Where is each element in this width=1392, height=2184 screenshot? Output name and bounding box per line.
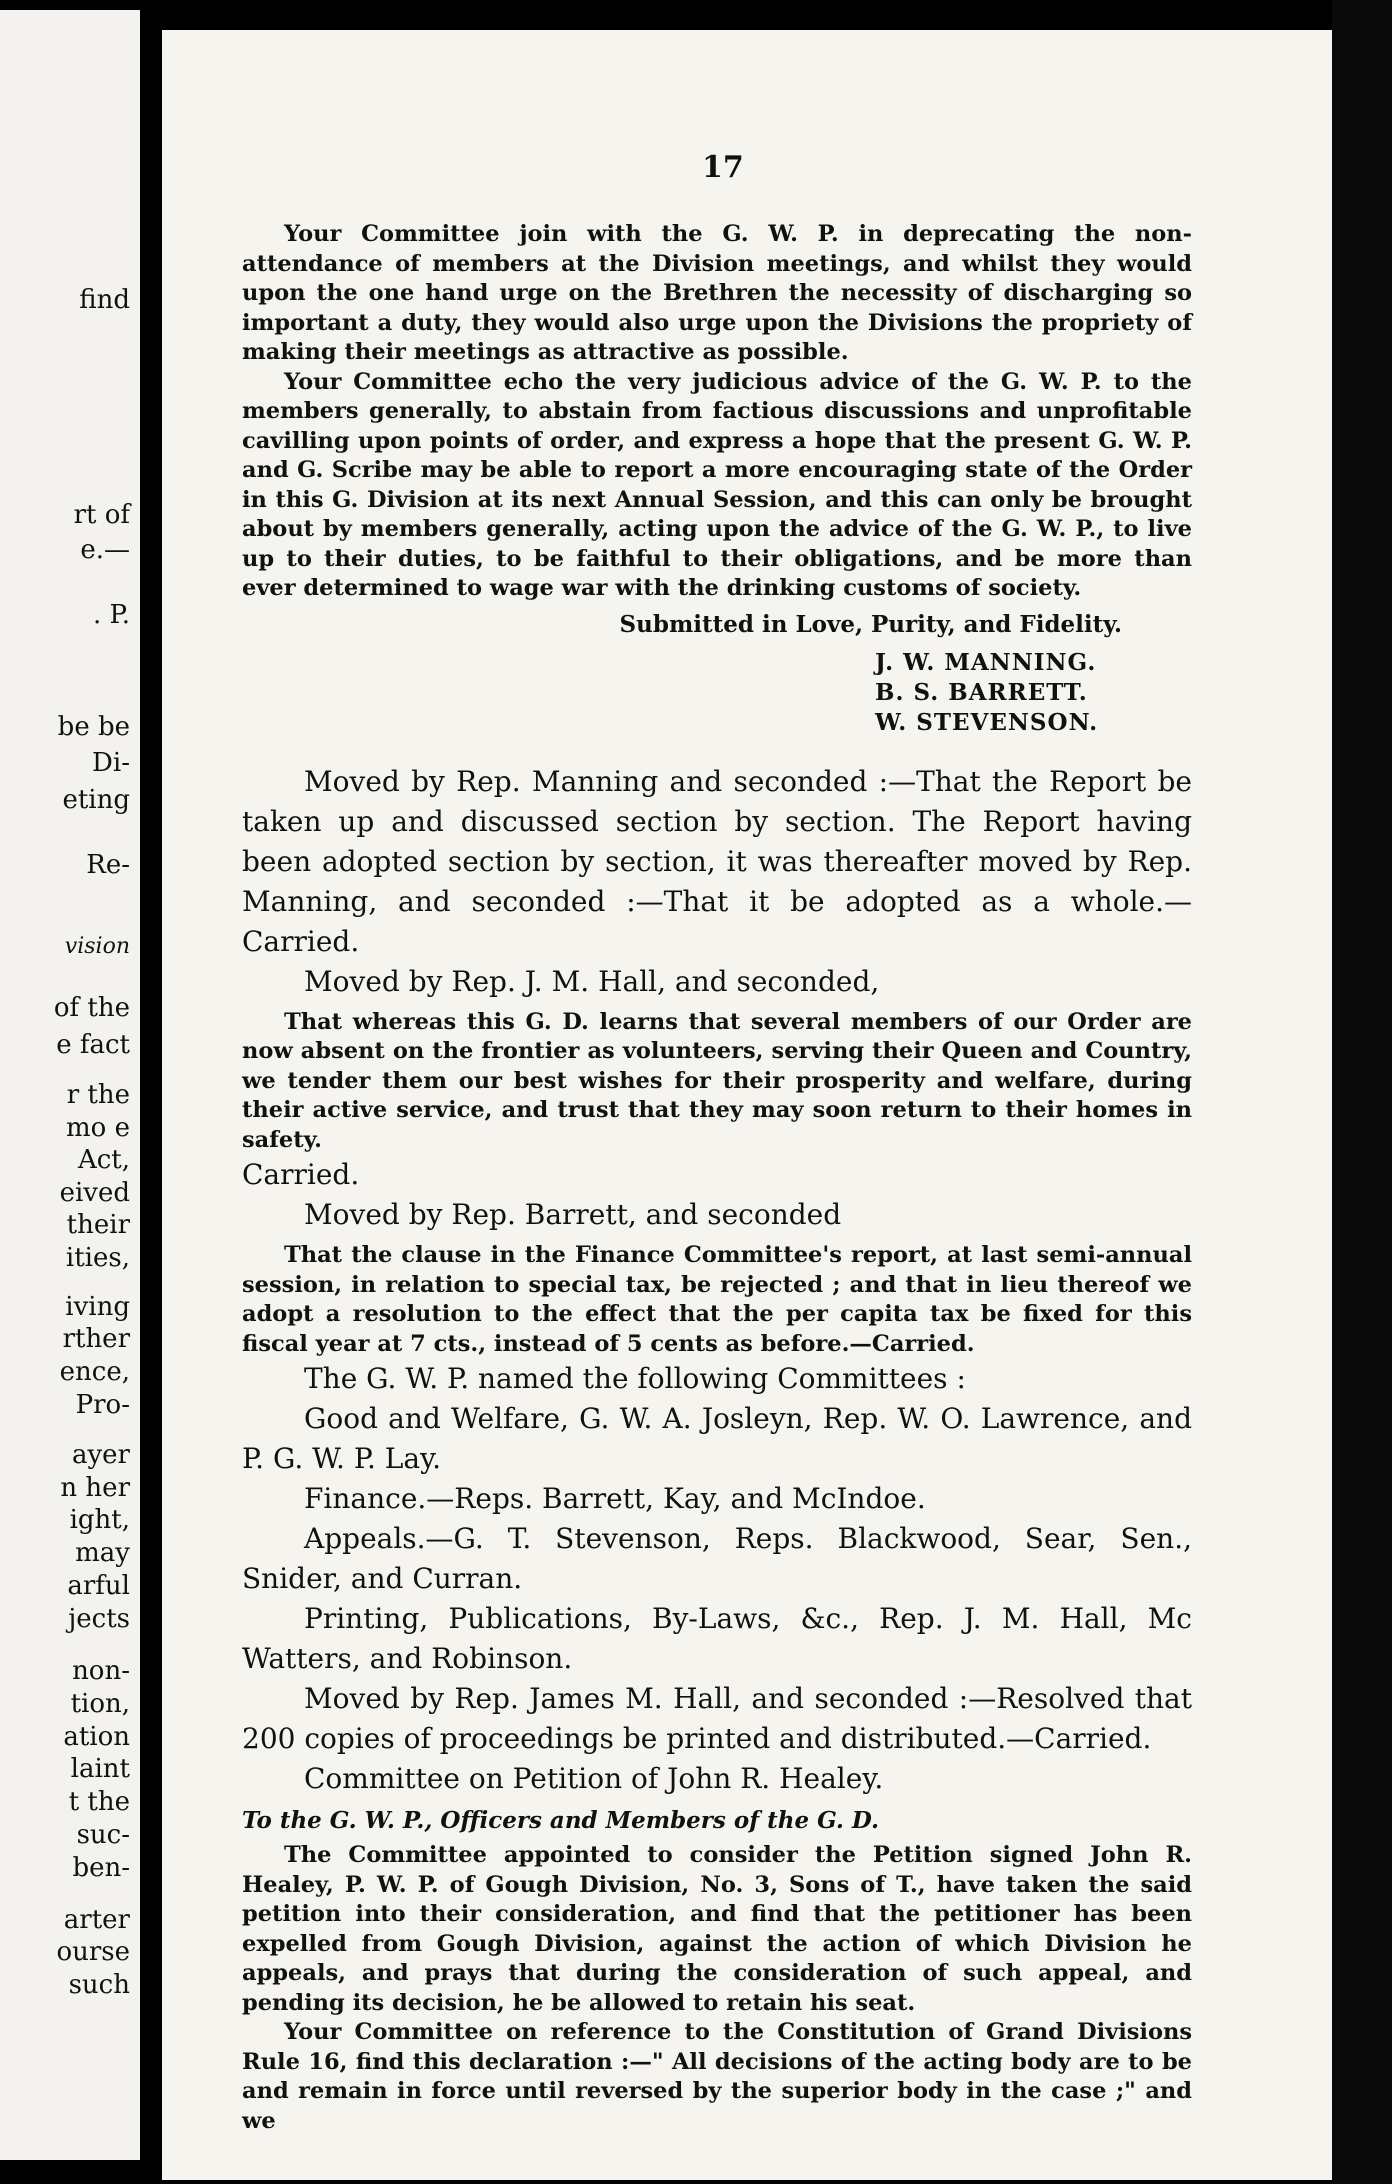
left-page-fragment: jects [68,1604,130,1634]
carried-block [242,1155,1192,1235]
left-page-fragment: e fact [56,1030,130,1060]
committee-appeals: Appeals.—G. T. Stevenson, Reps. Blackwood, Sear, Sen., Snider, and Curran. [242,1522,1192,1595]
petition-report [242,1841,1192,2136]
committee-finance: Finance.—Reps. Barrett, Kay, and McIndoe. [304,1482,926,1515]
signatures [875,648,1192,738]
resolution-volunteers: That whereas this G. D. learns that several members of our Order are now absent on the frontier as volunteers, serving their Queen and Country, we tender them our best wishes for their prosperity and welfare, during their active service, and trust that they may soon return to their homes in safety. [242,1008,1192,1153]
motion-barrett: Moved by Rep. Barrett, and seconded [304,1198,842,1231]
left-page-fragment: such [68,1970,130,2000]
committee-report-text [242,220,1192,604]
left-page-fragment: ight, [69,1505,130,1535]
motion-hall: Moved by Rep. J. M. Hall, and seconded, [304,964,880,998]
book-gutter [140,0,162,2184]
committees-section [242,1359,1192,1799]
signature-stevenson: W. STEVENSON. [875,708,1099,736]
left-page-fragment: be be [57,712,130,742]
page-body [242,220,1192,2136]
right-page-edge [1332,0,1392,2184]
paragraph-advice: Your Committee echo the very judicious advice of the G. W. P. to the members generally, to abstain from factious discussions and unprofitable cavilling upon points of order, and express a hope that the present G. W. P. and G. Scribe may be able to report a more encouraging state of the Order in this G. Division at its next Annual Session, and this can only be brought about by members generally, acting upon the advice of the G. W. P., to live up to their duties, to be faithful to their obligations, and be more than ever determined to wage war with the drinking customs of society. [242,368,1192,601]
committee-good-welfare: Good and Welfare, G. W. A. Josleyn, Rep. W. O. Lawrence, and P. G. W. P. Lay. [242,1402,1192,1475]
left-page-fragment: n her [60,1473,130,1503]
left-page-edge [0,10,140,2160]
resolution-tax-block [242,1241,1192,1359]
left-page-fragment: rt of [73,500,130,530]
paragraph-non-attendance: Your Committee join with the G. W. P. in deprecating the non-attendance of members at the Division meetings, and whilst they would upon the one hand urge on the Brethren the necessity of discharging so important a duty, they would also urge upon the Divisions the propriety of making their meetings as attractive as possible. [242,221,1192,365]
committee-printing: Printing, Publications, By-Laws, &c., Rep. J. M. Hall, Mc Watters, and Robinson. [242,1602,1192,1675]
left-page-fragment: Act, [77,1145,130,1175]
signature-manning: J. W. MANNING. [875,648,1097,676]
left-page-fragment: suc- [76,1820,130,1850]
left-page-fragment: laint [70,1754,130,1784]
left-page-fragment: rther [62,1324,130,1354]
left-page-fragment: t the [68,1787,130,1817]
left-page-fragment: tion, [70,1689,130,1719]
left-page-fragment: . P. [92,600,130,630]
left-page-fragment: ence, [59,1357,130,1387]
resolution-volunteers-block [242,1008,1192,1156]
left-page-fragment: may [75,1538,130,1568]
left-page-fragment: vision [64,934,130,959]
motion-adopt-report: Moved by Rep. Manning and seconded :—That the Report be taken up and discussed section by section. The Report having been adopted section by section, it was thereafter moved by Rep. Manning, and seconded :—That it be adopted as a whole.—Carried. [242,764,1192,958]
page-number: 17 [702,150,744,185]
left-page-fragment: r the [66,1080,130,1110]
left-page-fragment: of the [53,993,130,1023]
petition-paragraph-1: The Committee appointed to consider the Petition signed John R. Healey, P. W. P. of Gough Division, No. 3, Sons of T., have taken the said petition into their consideration, and find that the petitioner has been expelled from Gough Division, against the action of which Division he appeals, and prays that during the consideration of such appeal, and pending its decision, he be allowed to retain his seat. [242,1842,1192,2016]
left-page-fragment: Di- [92,748,130,778]
left-page-fragment: find [79,285,130,315]
left-page-fragment: ation [63,1722,130,1752]
signature-barrett: B. S. BARRETT. [875,678,1088,706]
motion-copies: Moved by Rep. James M. Hall, and seconded :—Resolved that 200 copies of proceedings be printed and distributed.—Carried. [242,1682,1192,1755]
left-page-fragment: eting [62,785,130,815]
left-page-fragment: e.— [80,535,130,565]
left-page-fragment: their [66,1210,130,1240]
petition-address: To the G. W. P., Officers and Members of the G. D. [242,1807,880,1834]
left-page-fragment: mo e [66,1113,130,1143]
resolution-tax: That the clause in the Finance Committee's report, at last semi-annual session, in relation to special tax, be rejected ; and that in lieu thereof we adopt a resolution to the effect that the per capita tax be fixed for this fiscal year at 7 cts., instead of 5 cents as before.—Carried. [242,1242,1192,1357]
submitted-line: Submitted in Love, Purity, and Fidelity. [619,610,1122,638]
left-page-fragment: Re- [86,850,130,880]
committees-intro: The G. W. P. named the following Committees : [304,1362,966,1395]
left-page-fragment: ayer [71,1440,130,1470]
left-page-fragment: eived [59,1178,130,1208]
left-page-fragment: ities, [65,1243,130,1273]
document-page [162,30,1332,2180]
motions-section [242,762,1192,1002]
left-page-fragment: arter [63,1905,130,1935]
left-page-fragment: non- [72,1656,130,1686]
carried-text: Carried. [242,1158,360,1191]
left-page-fragment: Pro- [75,1390,130,1420]
left-page-fragment: arful [67,1571,130,1601]
left-page-fragment: ourse [56,1937,130,1967]
left-page-fragment: iving [65,1292,130,1322]
left-page-fragment: ben- [72,1853,130,1883]
petition-paragraph-2: Your Committee on reference to the Constitution of Grand Divisions Rule 16, find this declaration :—" All decisions of the acting body are to be and remain in force until reversed by the superior body in the case ;" and we [242,2019,1192,2134]
petition-heading: Committee on Petition of John R. Healey. [304,1762,884,1795]
